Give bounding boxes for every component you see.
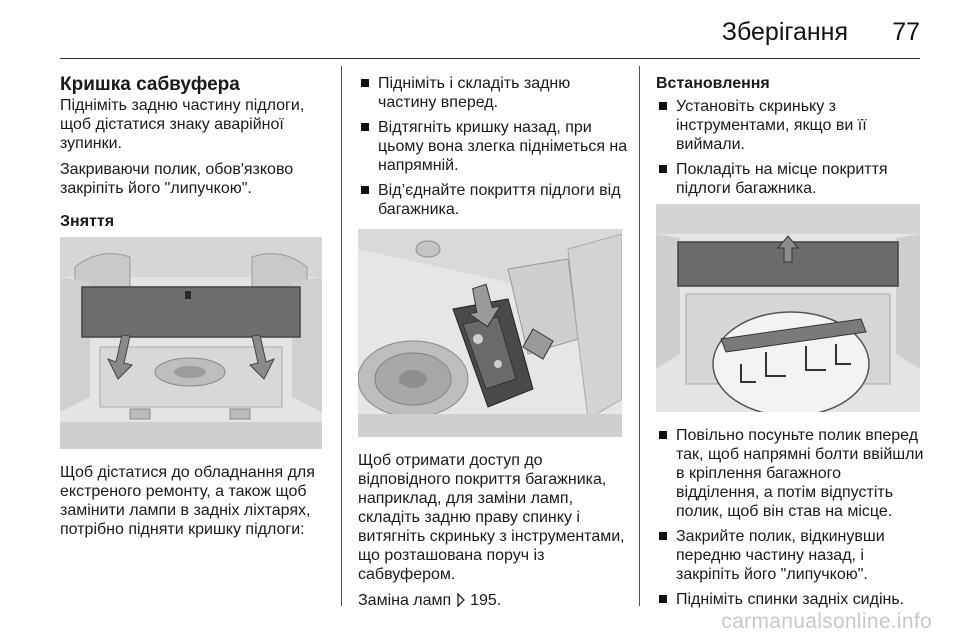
page-header <box>60 12 920 52</box>
page-reference-arrow-icon <box>456 593 466 607</box>
column-divider-1 <box>341 66 342 606</box>
list-item: Закрийте полик, відкинувши передню частину назад, і закріпіть його "липучкою". <box>656 527 926 584</box>
subheading-removal: Зняття <box>60 213 115 230</box>
removal-steps-list <box>358 74 628 219</box>
bullet-square-icon <box>659 165 667 173</box>
header-rule <box>60 58 920 59</box>
page-number: 77 <box>892 18 920 46</box>
bullet-square-icon <box>361 123 369 131</box>
lamp-reference-page[interactable]: 195. <box>470 592 502 609</box>
section-heading: Кришка сабвуфера <box>60 74 240 95</box>
column-divider-2 <box>639 66 640 606</box>
bullet-square-icon <box>659 102 667 110</box>
list-item: Від’єднайте покриття підлоги від багажника. <box>358 181 628 219</box>
lamp-reference <box>358 591 628 610</box>
page-title: Зберігання <box>721 18 848 46</box>
trunk-cover-removal-illustration <box>60 237 322 449</box>
list-item: Підніміть і складіть задню частину вперед. <box>358 74 628 112</box>
list-item: Повільно посуньте полик вперед так, щоб напрямні болти ввійшли в кріплення багажного відділення, а потім відпустіть полик, щоб він став на місце. <box>656 426 926 521</box>
list-item: Установіть скриньку з інструментами, якщо ви її виймали. <box>656 97 926 154</box>
installation-steps-list-top <box>656 97 926 198</box>
list-item: Підніміть спинки задніх сидінь. <box>656 590 926 609</box>
column-right <box>656 74 926 615</box>
bullet-square-icon <box>659 532 667 540</box>
cover-installation-illustration <box>656 204 920 412</box>
column-middle <box>358 74 628 617</box>
paragraph-velcro: Закриваючи полик, обов'язково закріпіть його "липучкою". <box>60 161 294 197</box>
paragraph-access: Щоб дістатися до обладнання для екстреного ремонту, а також щоб замінити лампи в задніх ліхтарях, потрібно підняти кришку підлоги: <box>60 464 315 538</box>
list-item: Відтягніть кришку назад, при цьому вона злегка підніметься на напрямній. <box>358 118 628 175</box>
watermark-text: carmanualsonline.info <box>721 610 932 633</box>
bullet-square-icon <box>361 186 369 194</box>
subheading-installation: Встановлення <box>656 75 770 92</box>
installation-steps-list-bottom <box>656 426 926 609</box>
lamp-reference-text: Заміна ламп <box>358 592 452 609</box>
paragraph-trunk-access: Щоб отримати доступ до відповідного покриття багажника, наприклад, для заміни ламп, складіть задню праву спинку і витягніть скриньку з інструментами, що розташована поруч із сабвуфером. <box>358 452 625 583</box>
bullet-square-icon <box>659 431 667 439</box>
column-left <box>60 74 332 546</box>
paragraph-intro: Підніміть задню частину підлоги, щоб дістатися знаку аварійної зупинки. <box>60 97 305 152</box>
tool-box-illustration <box>358 229 622 437</box>
list-item: Покладіть на місце покриття підлоги багажника. <box>656 160 926 198</box>
bullet-square-icon <box>659 595 667 603</box>
bullet-square-icon <box>361 79 369 87</box>
